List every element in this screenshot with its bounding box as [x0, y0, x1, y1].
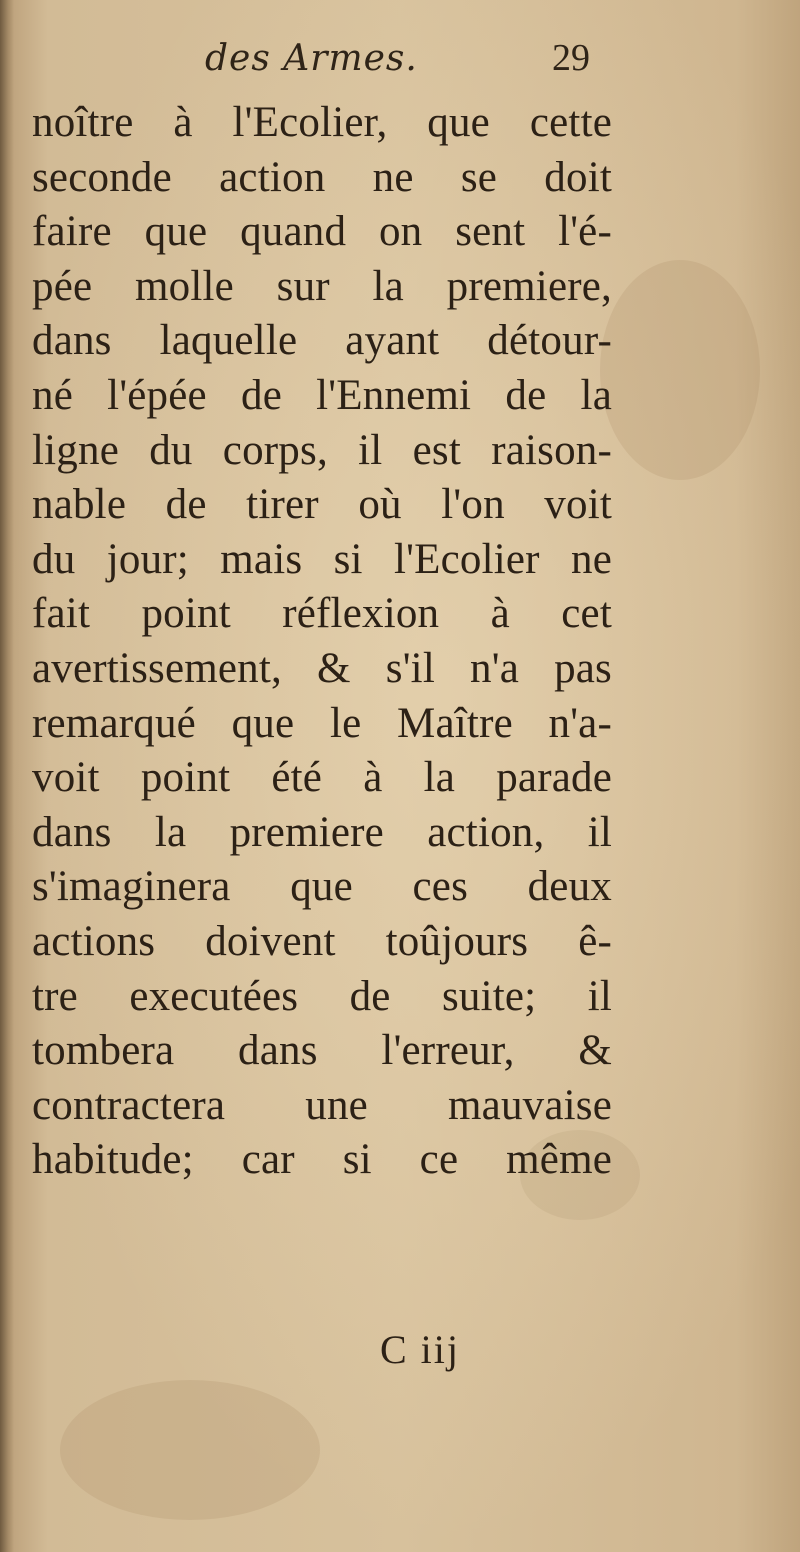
text-line: voit point été à la parade: [32, 754, 612, 802]
text-line: remarqué que le Maître n'a-: [32, 699, 612, 747]
text-line: noître à l'Ecolier, que cette: [32, 99, 612, 146]
text-line: contractera une mauvaise: [32, 1081, 612, 1129]
body-text: [32, 96, 612, 1188]
page-number: 29: [552, 37, 590, 79]
running-title: des Armes.: [205, 38, 418, 79]
text-line: avertissement, & s'il n'a pas: [32, 644, 612, 692]
text-line: seconde action ne se doit: [32, 153, 612, 201]
text-line: faire que quand on sent l'é-: [32, 208, 612, 256]
text-line: du jour; mais si l'Ecolier ne: [32, 535, 612, 583]
text-line: tombera dans l'erreur, &: [32, 1027, 612, 1075]
text-line: né l'épée de l'Ennemi de la: [32, 371, 612, 419]
text-line: s'imaginera que ces deux: [32, 863, 612, 911]
text-line: actions doivent toûjours ê-: [32, 917, 612, 965]
text-line: dans laquelle ayant détour-: [32, 317, 612, 365]
text-line: habitude; car si ce même: [32, 1136, 612, 1184]
text-line: ligne du corps, il est raison-: [32, 426, 612, 474]
text-line: pée molle sur la premiere,: [32, 262, 612, 310]
text-line: nable de tirer où l'on voit: [32, 481, 612, 529]
paper-stain: [60, 1380, 320, 1520]
text-line: fait point réflexion à cet: [32, 590, 612, 638]
paper-stain: [600, 260, 760, 480]
page-gutter-edge: [0, 0, 14, 1552]
signature-mark: C iij: [380, 1327, 461, 1372]
text-line: tre executées de suite; il: [32, 972, 612, 1020]
text-line: dans la premiere action, il: [32, 808, 612, 856]
